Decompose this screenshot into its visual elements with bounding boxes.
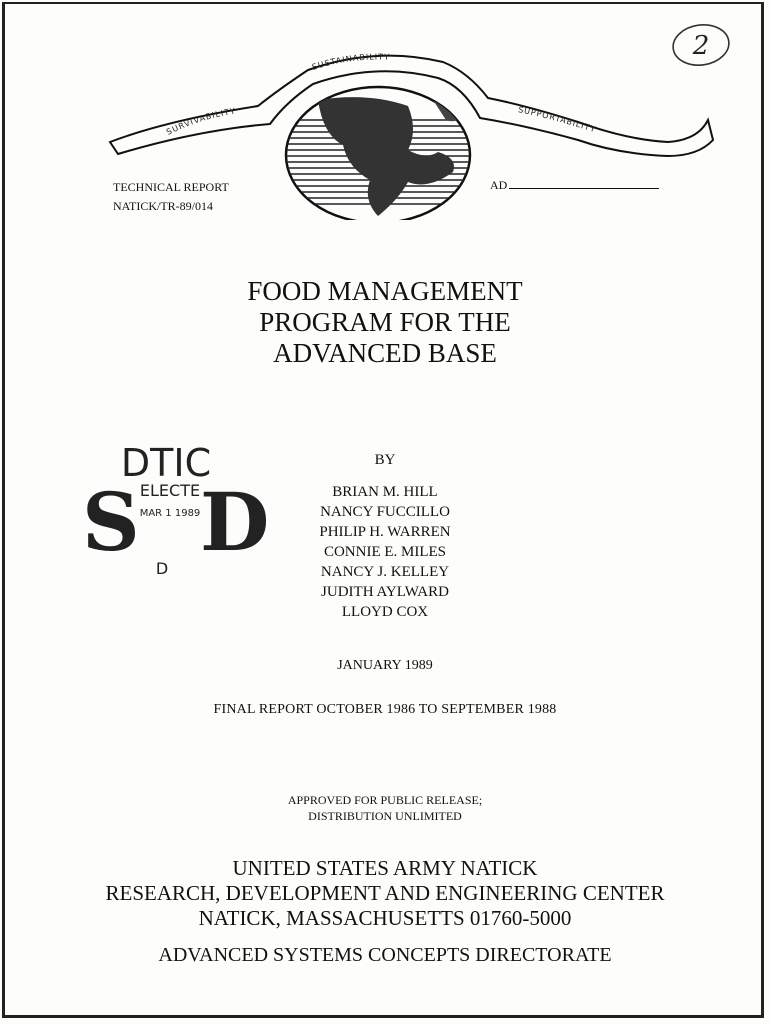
document-title	[0, 276, 770, 369]
author-name: LLOYD COX	[341, 604, 429, 620]
title-line: ADVANCED BASE	[273, 338, 497, 368]
ad-label: AD	[490, 178, 508, 192]
organization-line: UNITED STATES ARMY NATICK	[232, 856, 538, 880]
svg-text:MAR 1 1989: MAR 1 1989	[139, 508, 201, 519]
organization-line: RESEARCH, DEVELOPMENT AND ENGINEERING CENTER	[105, 881, 665, 905]
title-line: PROGRAM FOR THE	[259, 307, 511, 337]
final-report-period: FINAL REPORT OCTOBER 1986 TO SEPTEMBER 1988	[213, 702, 557, 717]
ribbon-label-supportability: SUPPORTABILITY	[517, 105, 598, 135]
byline: BY	[374, 452, 396, 468]
svg-text:S: S	[82, 475, 140, 569]
svg-text:2: 2	[692, 31, 710, 61]
svg-text:D: D	[155, 559, 169, 578]
ribbon-label-sustainability: SUSTAINABILITY	[310, 52, 391, 72]
release-line: APPROVED FOR PUBLIC RELEASE;	[287, 793, 483, 807]
organization-block	[0, 856, 770, 931]
report-type: TECHNICAL REPORT	[113, 180, 229, 194]
svg-text:D: D	[200, 475, 270, 569]
report-id-block	[113, 178, 229, 216]
title-line: FOOD MANAGEMENT	[247, 276, 523, 306]
svg-text:ELECTE: ELECTE	[139, 481, 201, 500]
author-name: NANCY FUCCILLO	[320, 504, 450, 520]
svg-text:DTIC: DTIC	[120, 441, 212, 485]
ad-number-field	[490, 178, 659, 193]
release-statement	[0, 792, 770, 824]
dtic-electe-stamp	[78, 438, 270, 588]
author-block	[270, 450, 500, 622]
author-name: BRIAN M. HILL	[332, 484, 438, 500]
ribbon-label-survivability: SURVIVABILITY	[165, 106, 237, 137]
author-name: PHILIP H. WARREN	[319, 524, 451, 540]
publication-date: JANUARY 1989	[337, 658, 433, 673]
author-name: NANCY J. KELLEY	[320, 564, 450, 580]
author-name: CONNIE E. MILES	[323, 544, 447, 560]
report-number: NATICK/TR-89/014	[113, 199, 213, 213]
organization-line: NATICK, MASSACHUSETTS 01760-5000	[198, 906, 572, 930]
author-name: JUDITH AYLWARD	[321, 584, 449, 600]
release-line: DISTRIBUTION UNLIMITED	[308, 809, 462, 823]
directorate: ADVANCED SYSTEMS CONCEPTS DIRECTORATE	[158, 944, 612, 966]
